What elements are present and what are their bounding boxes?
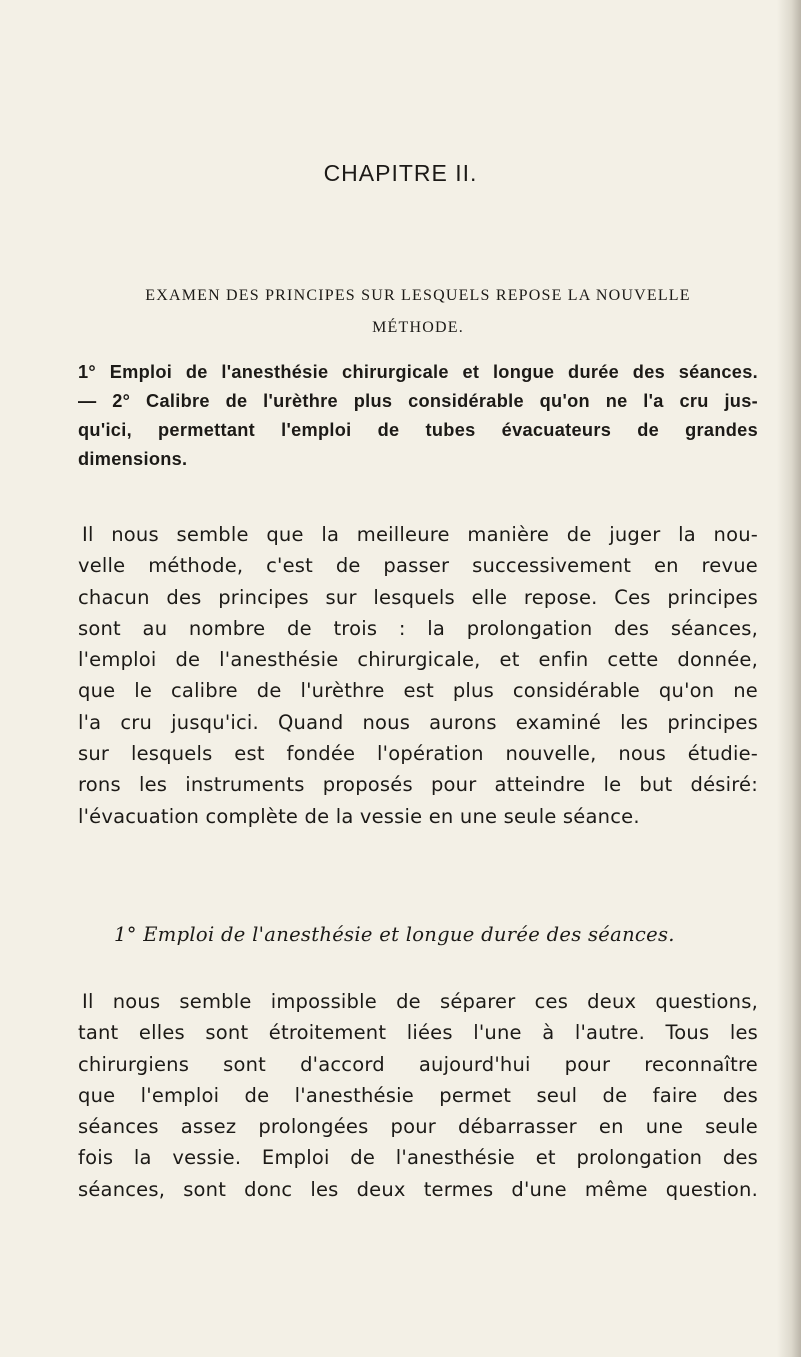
paragraph-line: que l'emploi de l'anesthésie permet seul de faire des	[78, 1083, 758, 1107]
paragraph-line: séances assez prolongées pour débarrasser en une seule	[78, 1115, 758, 1139]
paragraph-line: velle méthode, c'est de passer successivement en revue	[78, 554, 758, 578]
paragraph-line: rons les instruments proposés pour atteindre le but désiré:	[78, 773, 758, 797]
section-heading	[78, 280, 758, 344]
page-edge-shadow	[777, 0, 801, 1357]
section-subheading: 1° Emploi de l'anesthésie et longue durée des séances.	[114, 923, 675, 946]
paragraph-line: séances, sont donc les deux termes d'une même question.	[78, 1177, 758, 1201]
paragraph-line: fois la vessie. Emploi de l'anesthésie et prolongation des	[78, 1146, 758, 1170]
paragraph-line: l'emploi de l'anesthésie chirurgicale, et enfin cette donnée,	[78, 648, 758, 672]
paragraph-2	[78, 986, 758, 1205]
chapter-title: CHAPITRE II.	[323, 160, 478, 186]
summary-line: 1° Emploi de l'anesthésie chirurgicale et longue durée des séances.	[78, 362, 758, 382]
section-heading-line: EXAMEN DES PRINCIPES SUR LESQUELS REPOSE LA NOUVELLE	[145, 287, 691, 304]
summary-line: — 2° Calibre de l'urèthre plus considérable qu'on ne l'a cru jus-	[78, 391, 758, 411]
paragraph-line: l'a cru jusqu'ici. Quand nous aurons examiné les principes	[78, 710, 758, 734]
paragraph-line: Il nous semble impossible de séparer ces deux questions,	[82, 990, 758, 1013]
paragraph-line: chirurgiens sont d'accord aujourd'hui pour reconnaître	[78, 1052, 758, 1076]
section-heading-line: MÉTHODE.	[372, 319, 464, 336]
chapter-summary	[78, 358, 758, 474]
paragraph-line: sur lesquels est fondée l'opération nouvelle, nous étudie-	[78, 742, 758, 766]
paragraph-line: que le calibre de l'urèthre est plus considérable qu'on ne	[78, 679, 758, 703]
paragraph-line: tant elles sont étroitement liées l'une à l'autre. Tous les	[78, 1021, 758, 1045]
summary-line: dimensions.	[78, 449, 188, 469]
paragraph-line: Il nous semble que la meilleure manière de juger la nou-	[82, 523, 758, 546]
paragraph-line: l'évacuation complète de la vessie en une seule séance.	[78, 804, 640, 828]
paragraph-line: sont au nombre de trois : la prolongation des séances,	[78, 616, 758, 640]
summary-line: qu'ici, permettant l'emploi de tubes évacuateurs de grandes	[78, 420, 758, 440]
paragraph-line: chacun des principes sur lesquels elle repose. Ces principes	[78, 585, 758, 609]
paragraph-1	[78, 519, 758, 832]
